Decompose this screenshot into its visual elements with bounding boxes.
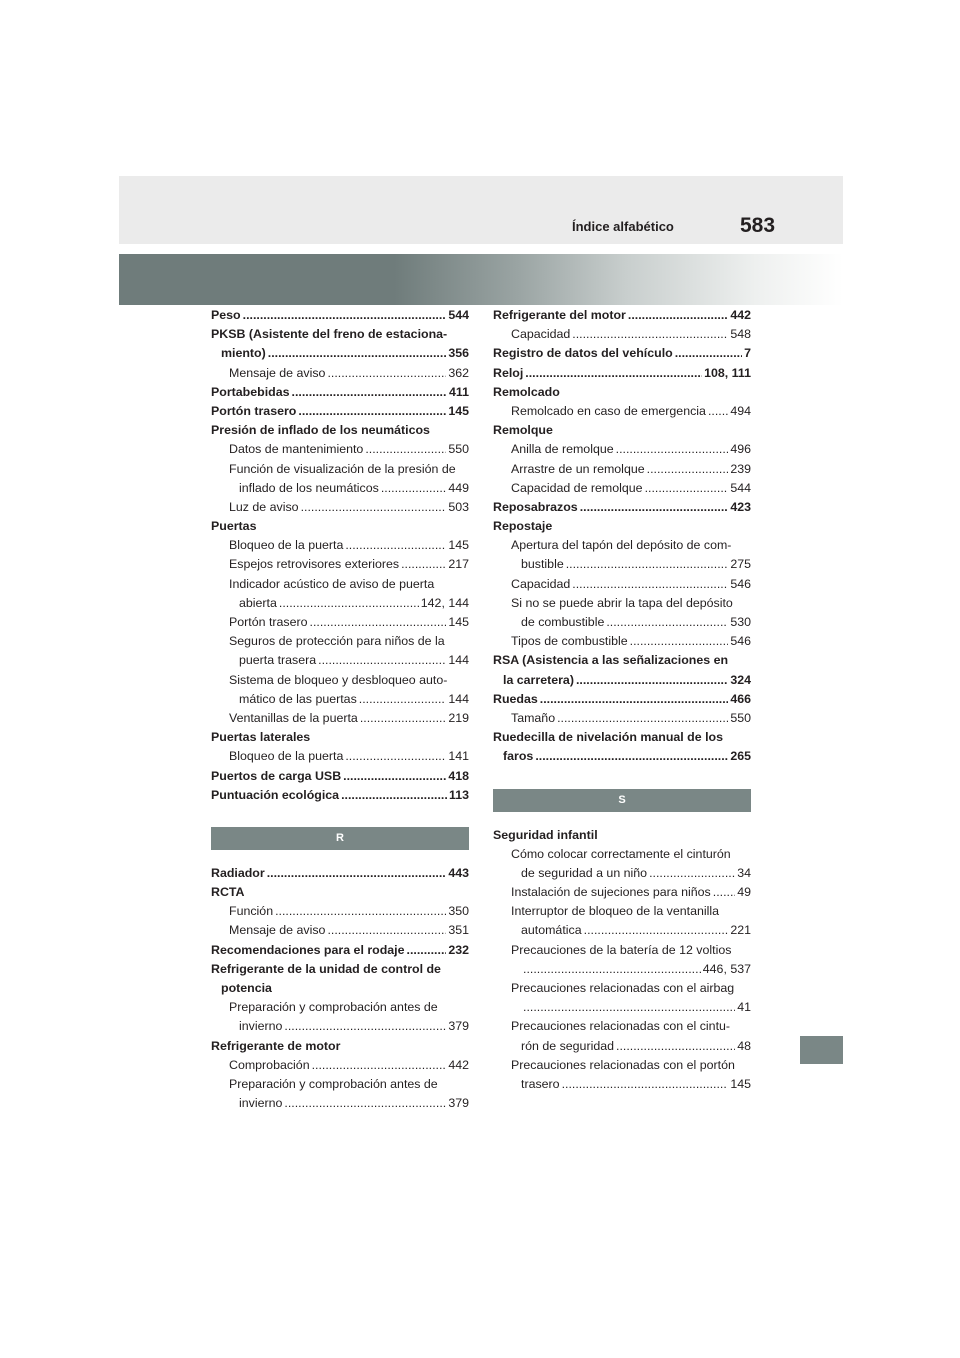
entry-page-number: 350 [448, 904, 469, 919]
index-heading: Presión de inflado de los neumáticos [211, 423, 430, 438]
index-subheading: Precauciones de la batería de 12 voltios [511, 942, 732, 957]
index-entry [493, 306, 751, 325]
index-subentry [493, 1037, 751, 1056]
index-column-left [211, 306, 469, 1113]
chapter-side-tab [800, 1036, 843, 1064]
dot-leader [279, 594, 419, 613]
dot-leader [540, 690, 729, 709]
dot-leader [675, 344, 742, 363]
entry-page-number: 41 [737, 1000, 751, 1015]
dot-leader [284, 1094, 446, 1113]
entry-label: invierno [239, 1019, 283, 1034]
index-subheading: Sistema de bloqueo y desbloqueo auto- [229, 672, 448, 687]
index-subentry [211, 921, 469, 940]
entry-page-number: 442 [730, 308, 751, 322]
entry-page-number: 449 [448, 480, 469, 495]
entry-page-number: 324 [730, 672, 751, 687]
entry-label: bustible [521, 557, 564, 572]
index-subentry [211, 498, 469, 517]
entry-page-number: 145 [730, 1076, 751, 1091]
entry-page-number: 145 [448, 538, 469, 553]
entry-label: Luz de aviso [229, 499, 299, 514]
entry-page-number: 423 [730, 499, 751, 514]
dot-leader [327, 364, 446, 383]
entry-page-number: 219 [448, 710, 469, 725]
entry-page-number: 544 [448, 308, 469, 322]
entry-label: Arrastre de un remolque [511, 461, 645, 476]
entry-page-number: 144 [448, 691, 469, 706]
dot-leader [298, 402, 446, 421]
index-entry [211, 864, 469, 883]
index-subentry [493, 921, 751, 940]
entry-label: invierno [239, 1096, 283, 1111]
entry-label: Instalación de sujeciones para niños [511, 885, 711, 900]
dot-leader [523, 998, 735, 1017]
index-subentry [493, 440, 751, 459]
index-subentry [493, 998, 751, 1017]
index-subheading: Interruptor de bloqueo de la ventanilla [511, 904, 720, 919]
entry-page-number: 530 [730, 615, 751, 629]
entry-label: Registro de datos del vehículo [493, 346, 673, 361]
entry-label: Mensaje de aviso [229, 923, 326, 938]
index-heading: Remolque [493, 423, 553, 438]
index-subentry [493, 555, 751, 574]
entry-page-number: 7 [744, 346, 751, 361]
entry-page-number: 550 [448, 442, 469, 457]
entry-page-number: 494 [730, 403, 751, 418]
dot-leader [647, 460, 729, 479]
entry-page-number: 503 [448, 499, 469, 514]
entry-label: abierta [239, 595, 277, 610]
index-heading: Refrigerante de motor [211, 1038, 341, 1053]
entry-label: Radiador [211, 865, 265, 880]
entry-label: la carretera) [503, 672, 574, 687]
index-subentry [211, 1056, 469, 1075]
entry-page-number: 265 [730, 749, 751, 764]
index-entry [493, 690, 751, 709]
dot-leader [407, 941, 447, 960]
page-number: 583 [740, 214, 776, 237]
dot-leader [525, 364, 702, 383]
entry-page-number: 546 [730, 576, 751, 591]
index-entry [211, 383, 469, 402]
entry-label: automática [521, 923, 582, 938]
index-subheading: Precauciones relacionadas con el cintu- [511, 1019, 731, 1034]
entry-label: Bloqueo de la puerta [229, 538, 344, 553]
index-heading: Ruedecilla de nivelación manual de los [493, 730, 723, 745]
entry-label: Tipos de combustible [511, 634, 628, 649]
dot-leader [584, 921, 729, 940]
entry-label: de combustible [521, 615, 605, 629]
entry-page-number: 239 [730, 461, 751, 476]
dot-leader [381, 479, 446, 498]
entry-label: puerta trasera [239, 653, 317, 668]
dot-leader [267, 864, 447, 883]
dot-leader [572, 325, 728, 344]
entry-page-number: 548 [730, 327, 751, 342]
entry-page-number: 442 [448, 1057, 469, 1072]
index-subheading: Cómo colocar correctamente el cinturón [511, 846, 731, 861]
index-column-right [493, 306, 751, 1094]
index-entry [493, 364, 751, 383]
entry-label: Tamaño [511, 710, 556, 725]
dot-leader [365, 440, 446, 459]
index-heading: Refrigerante de la unidad de control de [211, 961, 441, 976]
index-subentry [211, 1017, 469, 1036]
dot-leader [630, 632, 729, 651]
index-subheading: Si no se puede abrir la tapa del depósito [511, 595, 733, 610]
index-heading: Puertas laterales [211, 730, 311, 745]
entry-page-number: 466 [730, 691, 751, 706]
entry-page-number: 496 [730, 442, 751, 457]
index-subentry [211, 902, 469, 921]
index-subentry [211, 747, 469, 766]
entry-page-number: 144 [448, 653, 469, 668]
index-subentry [211, 594, 469, 613]
dot-leader [562, 1075, 729, 1094]
index-subentry [493, 460, 751, 479]
entry-page-number: 379 [448, 1096, 469, 1111]
index-subentry [493, 479, 751, 498]
index-entry [211, 941, 469, 960]
dot-leader [713, 883, 735, 902]
index-subentry [493, 883, 751, 902]
index-entry [493, 747, 751, 766]
entry-page-number: 49 [737, 885, 751, 900]
dot-leader [645, 479, 729, 498]
entry-page-number: 443 [448, 865, 469, 880]
index-subentry [211, 440, 469, 459]
entry-page-number: 113 [449, 787, 469, 802]
entry-label: Función [229, 904, 274, 919]
dot-leader [345, 536, 446, 555]
index-letter-divider: R [211, 827, 469, 850]
entry-page-number: 145 [448, 615, 469, 629]
dot-leader [312, 1056, 447, 1075]
dot-leader [401, 555, 446, 574]
dot-leader [708, 402, 728, 421]
index-subheading: Preparación y comprobación antes de [229, 1000, 438, 1015]
entry-page-number: 351 [448, 923, 469, 938]
entry-label: Espejos retrovisores exteriores [229, 557, 400, 572]
entry-page-number: 362 [448, 365, 469, 380]
entry-label: Recomendaciones para el rodaje [211, 942, 405, 957]
entry-page-number: 275 [730, 557, 751, 572]
entry-page-number: 418 [448, 768, 469, 783]
index-subentry [211, 690, 469, 709]
index-heading: RSA (Asistencia a las señalizaciones en [493, 653, 729, 668]
entry-label: Bloqueo de la puerta [229, 749, 344, 764]
entry-label: Reloj [493, 365, 524, 380]
index-subentry [493, 632, 751, 651]
index-entry [493, 344, 751, 363]
entry-label: Puntuación ecológica [211, 787, 340, 802]
index-subentry [493, 402, 751, 421]
index-subentry [493, 1075, 751, 1094]
dot-leader [580, 498, 729, 517]
index-subentry [493, 613, 751, 632]
section-title: Índice alfabético [572, 219, 674, 234]
entry-page-number: 550 [730, 710, 751, 725]
dot-leader [318, 651, 446, 670]
entry-label: Portón trasero [229, 615, 308, 629]
entry-label: Refrigerante del motor [493, 308, 626, 322]
index-heading: PKSB (Asistente del freno de estaciona- [211, 327, 448, 342]
index-entry [211, 402, 469, 421]
entry-label: Capacidad de remolque [511, 480, 643, 495]
entry-label: Puertos de carga USB [211, 768, 342, 783]
entry-page-number: 141 [448, 749, 469, 764]
dot-leader [343, 767, 446, 786]
entry-page-number: 356 [448, 346, 469, 361]
entry-page-number: 446, 537 [702, 961, 751, 976]
index-heading: Seguridad infantil [493, 827, 598, 842]
entry-page-number: 34 [737, 865, 751, 880]
decorative-gradient-bar [119, 254, 843, 305]
dot-leader [628, 306, 728, 325]
index-subentry [211, 651, 469, 670]
index-heading: Puertas [211, 519, 257, 534]
index-subentry [211, 479, 469, 498]
index-letter-divider: S [493, 789, 751, 812]
dot-leader [341, 786, 447, 805]
dot-leader [523, 960, 701, 979]
entry-label: Portón trasero [211, 403, 297, 418]
dot-leader [301, 498, 447, 517]
entry-label: rón de seguridad [521, 1038, 614, 1053]
dot-leader [327, 921, 446, 940]
entry-label: Anilla de remolque [511, 442, 614, 457]
index-heading: potencia [221, 981, 272, 995]
dot-leader [284, 1017, 446, 1036]
index-subheading: Función de visualización de la presión de [229, 461, 456, 476]
entry-page-number: 232 [448, 942, 469, 957]
index-subentry [493, 960, 751, 979]
entry-label: faros [503, 749, 534, 764]
entry-page-number: 108, 111 [704, 365, 751, 380]
index-subentry [211, 709, 469, 728]
index-entry [211, 306, 469, 325]
index-heading: Remolcado [493, 384, 560, 399]
index-heading: Repostaje [493, 519, 553, 534]
index-subheading: Seguros de protección para niños de la [229, 634, 445, 649]
dot-leader [310, 613, 447, 632]
entry-label: de seguridad a un niño [521, 865, 648, 880]
entry-label: Capacidad [511, 327, 571, 342]
dot-leader [345, 747, 446, 766]
index-subentry [493, 864, 751, 883]
dot-leader [649, 864, 735, 883]
entry-page-number: 48 [737, 1038, 751, 1053]
index-subentry [211, 1094, 469, 1113]
entry-label: Datos de mantenimiento [229, 442, 364, 457]
dot-leader [616, 1037, 735, 1056]
dot-leader [616, 440, 729, 459]
index-subentry [493, 709, 751, 728]
entry-page-number: 145 [448, 403, 469, 418]
entry-label: Peso [211, 308, 241, 322]
entry-page-number: 142, 144 [420, 595, 469, 610]
entry-page-number: 546 [730, 634, 751, 649]
header-band [119, 176, 843, 244]
entry-page-number: 544 [730, 480, 751, 495]
dot-leader [268, 344, 447, 363]
entry-label: Ruedas [493, 691, 538, 706]
index-subentry [211, 536, 469, 555]
entry-label: Remolcado en caso de emergencia [511, 403, 706, 418]
index-subentry [493, 575, 751, 594]
entry-label: Ventanillas de la puerta [229, 710, 358, 725]
index-subheading: Apertura del tapón del depósito de com- [511, 538, 732, 553]
dot-leader [566, 555, 729, 574]
index-subentry [211, 555, 469, 574]
dot-leader [359, 690, 447, 709]
dot-leader [243, 306, 447, 325]
index-subentry [211, 613, 469, 632]
dot-leader [576, 671, 728, 690]
entry-page-number: 217 [448, 557, 469, 572]
index-subheading: Preparación y comprobación antes de [229, 1076, 438, 1091]
entry-label: Comprobación [229, 1057, 310, 1072]
dot-leader [606, 613, 728, 632]
dot-leader [275, 902, 446, 921]
entry-label: miento) [221, 346, 266, 361]
index-entry [211, 344, 469, 363]
index-subheading: Precauciones relacionadas con el portón [511, 1057, 735, 1072]
index-subentry [211, 364, 469, 383]
dot-leader [557, 709, 728, 728]
dot-leader [292, 383, 448, 402]
dot-leader [572, 575, 728, 594]
dot-leader [535, 747, 728, 766]
index-heading: RCTA [211, 885, 245, 900]
entry-label: Portabebidas [211, 384, 290, 399]
entry-label: Capacidad [511, 576, 571, 591]
entry-label: mático de las puertas [239, 691, 357, 706]
index-subheading: Indicador acústico de aviso de puerta [229, 576, 435, 591]
index-entry [211, 767, 469, 786]
index-entry [211, 786, 469, 805]
entry-label: Mensaje de aviso [229, 365, 326, 380]
entry-page-number: 411 [449, 384, 469, 399]
entry-page-number: 379 [448, 1019, 469, 1034]
entry-label: Reposabrazos [493, 499, 578, 514]
index-entry [493, 498, 751, 517]
index-entry [493, 671, 751, 690]
index-subheading: Precauciones relacionadas con el airbag [511, 981, 735, 995]
entry-label: trasero [521, 1076, 560, 1091]
entry-label: inflado de los neumáticos [239, 480, 379, 495]
entry-page-number: 221 [730, 923, 751, 938]
index-subentry [493, 325, 751, 344]
dot-leader [360, 709, 446, 728]
